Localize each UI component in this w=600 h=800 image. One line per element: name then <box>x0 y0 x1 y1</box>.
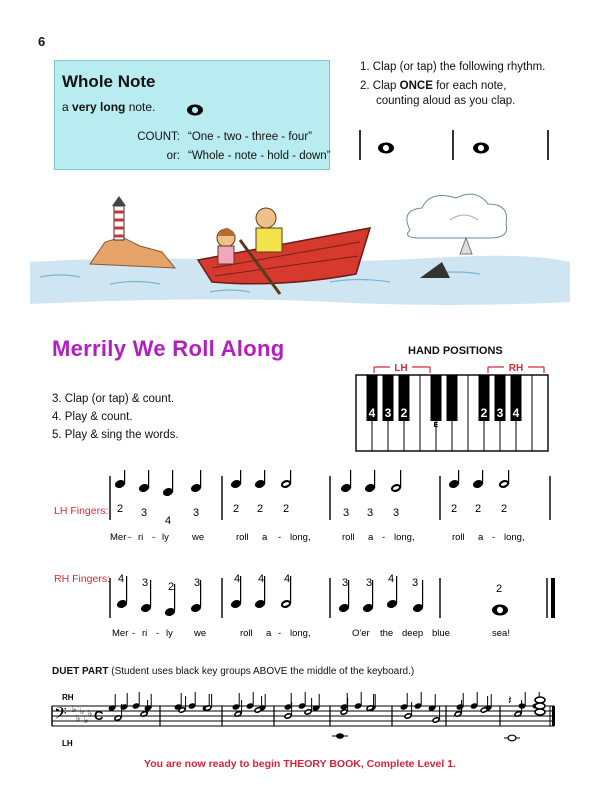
whole-note <box>492 605 508 616</box>
flat-icon: ♭ <box>84 715 89 725</box>
duet-rh-note <box>456 693 465 711</box>
duet-rh-label: RH <box>62 693 74 702</box>
finger-number: 4 <box>258 573 265 585</box>
final-bar-thick <box>551 578 555 618</box>
finger-number: 4 <box>234 573 241 585</box>
lyric: ri <box>138 532 144 543</box>
lyric: a <box>368 532 374 543</box>
finger-number: 3 <box>141 507 148 519</box>
quarter-rest-icon: 𝄽 <box>508 693 512 707</box>
lyric: Mer <box>112 628 129 639</box>
lyric: - <box>132 628 136 639</box>
duet-lh-note <box>139 700 148 718</box>
duet-rh-note <box>284 693 293 711</box>
finger-number: 4 <box>388 573 395 585</box>
rhythm-exercise <box>356 128 556 164</box>
flat-icon: ♭ <box>80 706 85 716</box>
page-number: 6 <box>38 34 46 49</box>
finger-number: 2 <box>501 503 508 515</box>
flat-icon: ♭ <box>72 704 77 714</box>
duet-title: DUET PART (Student uses black key groups ABOVE the middle of the keyboard.) <box>52 666 415 677</box>
lyric: a <box>262 532 268 543</box>
lyric: deep <box>402 628 424 639</box>
whole-note-subtitle: a very long note. <box>62 100 156 114</box>
lh-bracket <box>374 361 430 374</box>
finger-number: 2 <box>283 503 290 515</box>
duet-staff <box>48 686 558 748</box>
boat-illustration <box>30 182 570 310</box>
lyric: ly <box>162 532 169 543</box>
hand-positions-keyboard <box>352 357 552 453</box>
lyric: - <box>128 532 132 543</box>
rh-key-finger: 3 <box>496 406 504 420</box>
duet-rh-note <box>312 694 321 712</box>
duet-rh-note <box>108 694 117 712</box>
finger-number: 3 <box>193 507 200 519</box>
quarter-note <box>114 470 126 489</box>
whole-note-icon <box>473 143 489 154</box>
lyric: - <box>278 628 282 639</box>
final-bar-thick <box>552 706 555 726</box>
half-note <box>280 470 292 489</box>
flat-icon: ♭ <box>76 713 81 723</box>
svg-text:RH: RH <box>508 363 524 374</box>
duet-rh-note <box>188 692 197 710</box>
finger-number: 3 <box>367 507 374 519</box>
quarter-note <box>230 470 242 489</box>
duet-rh-note <box>400 693 409 711</box>
duet-rh-note <box>414 692 423 710</box>
finger-number: 4 <box>118 573 125 585</box>
finger-number: 2 <box>257 503 264 515</box>
duet-rh-note <box>132 692 141 710</box>
lyric: Mer <box>110 532 127 543</box>
duet-chord-note <box>535 703 545 709</box>
quarter-note <box>364 470 376 493</box>
lh-key-finger: 4 <box>368 406 376 420</box>
song-steps: 3. Clap (or tap) & count. 4. Play & count. 5. Play & sing the words. <box>52 393 179 441</box>
duet-lh-note <box>203 694 212 712</box>
hand-positions-title: HAND POSITIONS <box>408 345 503 357</box>
duet-rh-note <box>120 693 129 711</box>
lyric: long, <box>290 628 311 639</box>
finger-number: 3 <box>343 507 350 519</box>
quarter-note <box>190 470 202 493</box>
lyric: we <box>192 532 205 543</box>
lh-key-finger: 2 <box>400 406 408 420</box>
half-note <box>390 470 402 493</box>
flat-icon: ♭ <box>88 708 93 718</box>
finger-number: 3 <box>366 577 373 589</box>
lyric: blue <box>432 628 450 639</box>
duet-rh-note <box>354 692 363 710</box>
lyric: the <box>380 628 394 639</box>
lyric: ly <box>166 628 173 639</box>
time-signature-icon: C <box>94 708 104 723</box>
lyric: roll <box>342 532 355 543</box>
finger-number: 3 <box>194 577 201 589</box>
duet-rh-note <box>232 693 241 711</box>
duet-chord-note <box>535 709 545 715</box>
quarter-note <box>254 470 266 489</box>
duet-lh-label: LH <box>62 739 73 748</box>
lyric: a <box>478 532 484 543</box>
duet-rh-note <box>470 692 479 710</box>
quarter-note <box>448 470 460 489</box>
lyric: roll <box>452 532 465 543</box>
lyric: sea! <box>492 628 510 639</box>
lyric: ri <box>142 628 148 639</box>
finger-number: 3 <box>342 577 349 589</box>
duet-lh-note <box>513 700 522 718</box>
finger-number: 3 <box>393 507 400 519</box>
finger-number: 2 <box>233 503 240 515</box>
lyric: we <box>194 628 207 639</box>
finger-number: 3 <box>412 577 419 589</box>
quarter-note <box>138 470 150 493</box>
lh-key-finger: 3 <box>384 406 392 420</box>
half-note <box>498 470 510 489</box>
lyric: roll <box>240 628 253 639</box>
middle-label: M I D D L E <box>433 382 439 429</box>
whole-note-icon <box>184 103 206 117</box>
quarter-note <box>472 470 484 489</box>
rh-key-finger: 4 <box>512 406 520 420</box>
lyric: - <box>382 532 386 543</box>
svg-text:LH: LH <box>394 363 408 374</box>
duet-rh-note <box>298 692 307 710</box>
song-title: Merrily We Roll Along <box>52 336 285 361</box>
finger-number: 2 <box>451 503 458 515</box>
quarter-note <box>162 470 174 497</box>
rh-key-finger: 2 <box>480 406 488 420</box>
finger-number: 3 <box>142 577 149 589</box>
lyric: long, <box>504 532 525 543</box>
rh-fingers-label: RH Fingers: <box>54 573 111 585</box>
bass-clef-icon: 𝄢 <box>54 705 67 727</box>
lyric: O'er <box>352 628 370 639</box>
whole-note-title: Whole Note <box>62 72 156 91</box>
finger-number: 2 <box>117 503 124 515</box>
music-line-rh <box>50 570 560 650</box>
lyric: long, <box>290 532 311 543</box>
rhythm-instructions: 1. Clap (or tap) the following rhythm. 2. Clap ONCE for each note, counting aloud as you clap. <box>360 61 546 107</box>
black-key <box>447 375 458 421</box>
finger-number: 2 <box>168 581 175 593</box>
music-line-lh <box>50 470 560 550</box>
whole-note-icon <box>378 143 394 154</box>
finger-number: 4 <box>165 515 172 527</box>
lyric: roll <box>236 532 249 543</box>
duet-lh-note <box>508 735 516 741</box>
finger-number: 2 <box>496 583 503 595</box>
rh-bracket <box>488 361 544 374</box>
footer-message: You are now ready to begin THEORY BOOK, Complete Level 1. <box>144 758 456 770</box>
finger-number: 2 <box>475 503 482 515</box>
quarter-note <box>340 470 352 493</box>
lh-fingers-label: LH Fingers: <box>54 505 109 517</box>
finger-number: 4 <box>284 573 291 585</box>
duet-rh-note <box>340 693 349 711</box>
lyric: a <box>266 628 272 639</box>
lyric: - <box>152 532 156 543</box>
whole-note-count: COUNT: “One - two - three - four” or: “Whole - note - hold - down” <box>137 131 331 162</box>
duet-rh-note <box>246 692 255 710</box>
lyric: - <box>156 628 160 639</box>
duet-chord-note <box>535 697 545 703</box>
lyric: - <box>278 532 282 543</box>
duet-lh-note <box>336 733 344 739</box>
lyric: long, <box>394 532 415 543</box>
duet-rh-note <box>428 694 437 712</box>
lyric: - <box>492 532 496 543</box>
